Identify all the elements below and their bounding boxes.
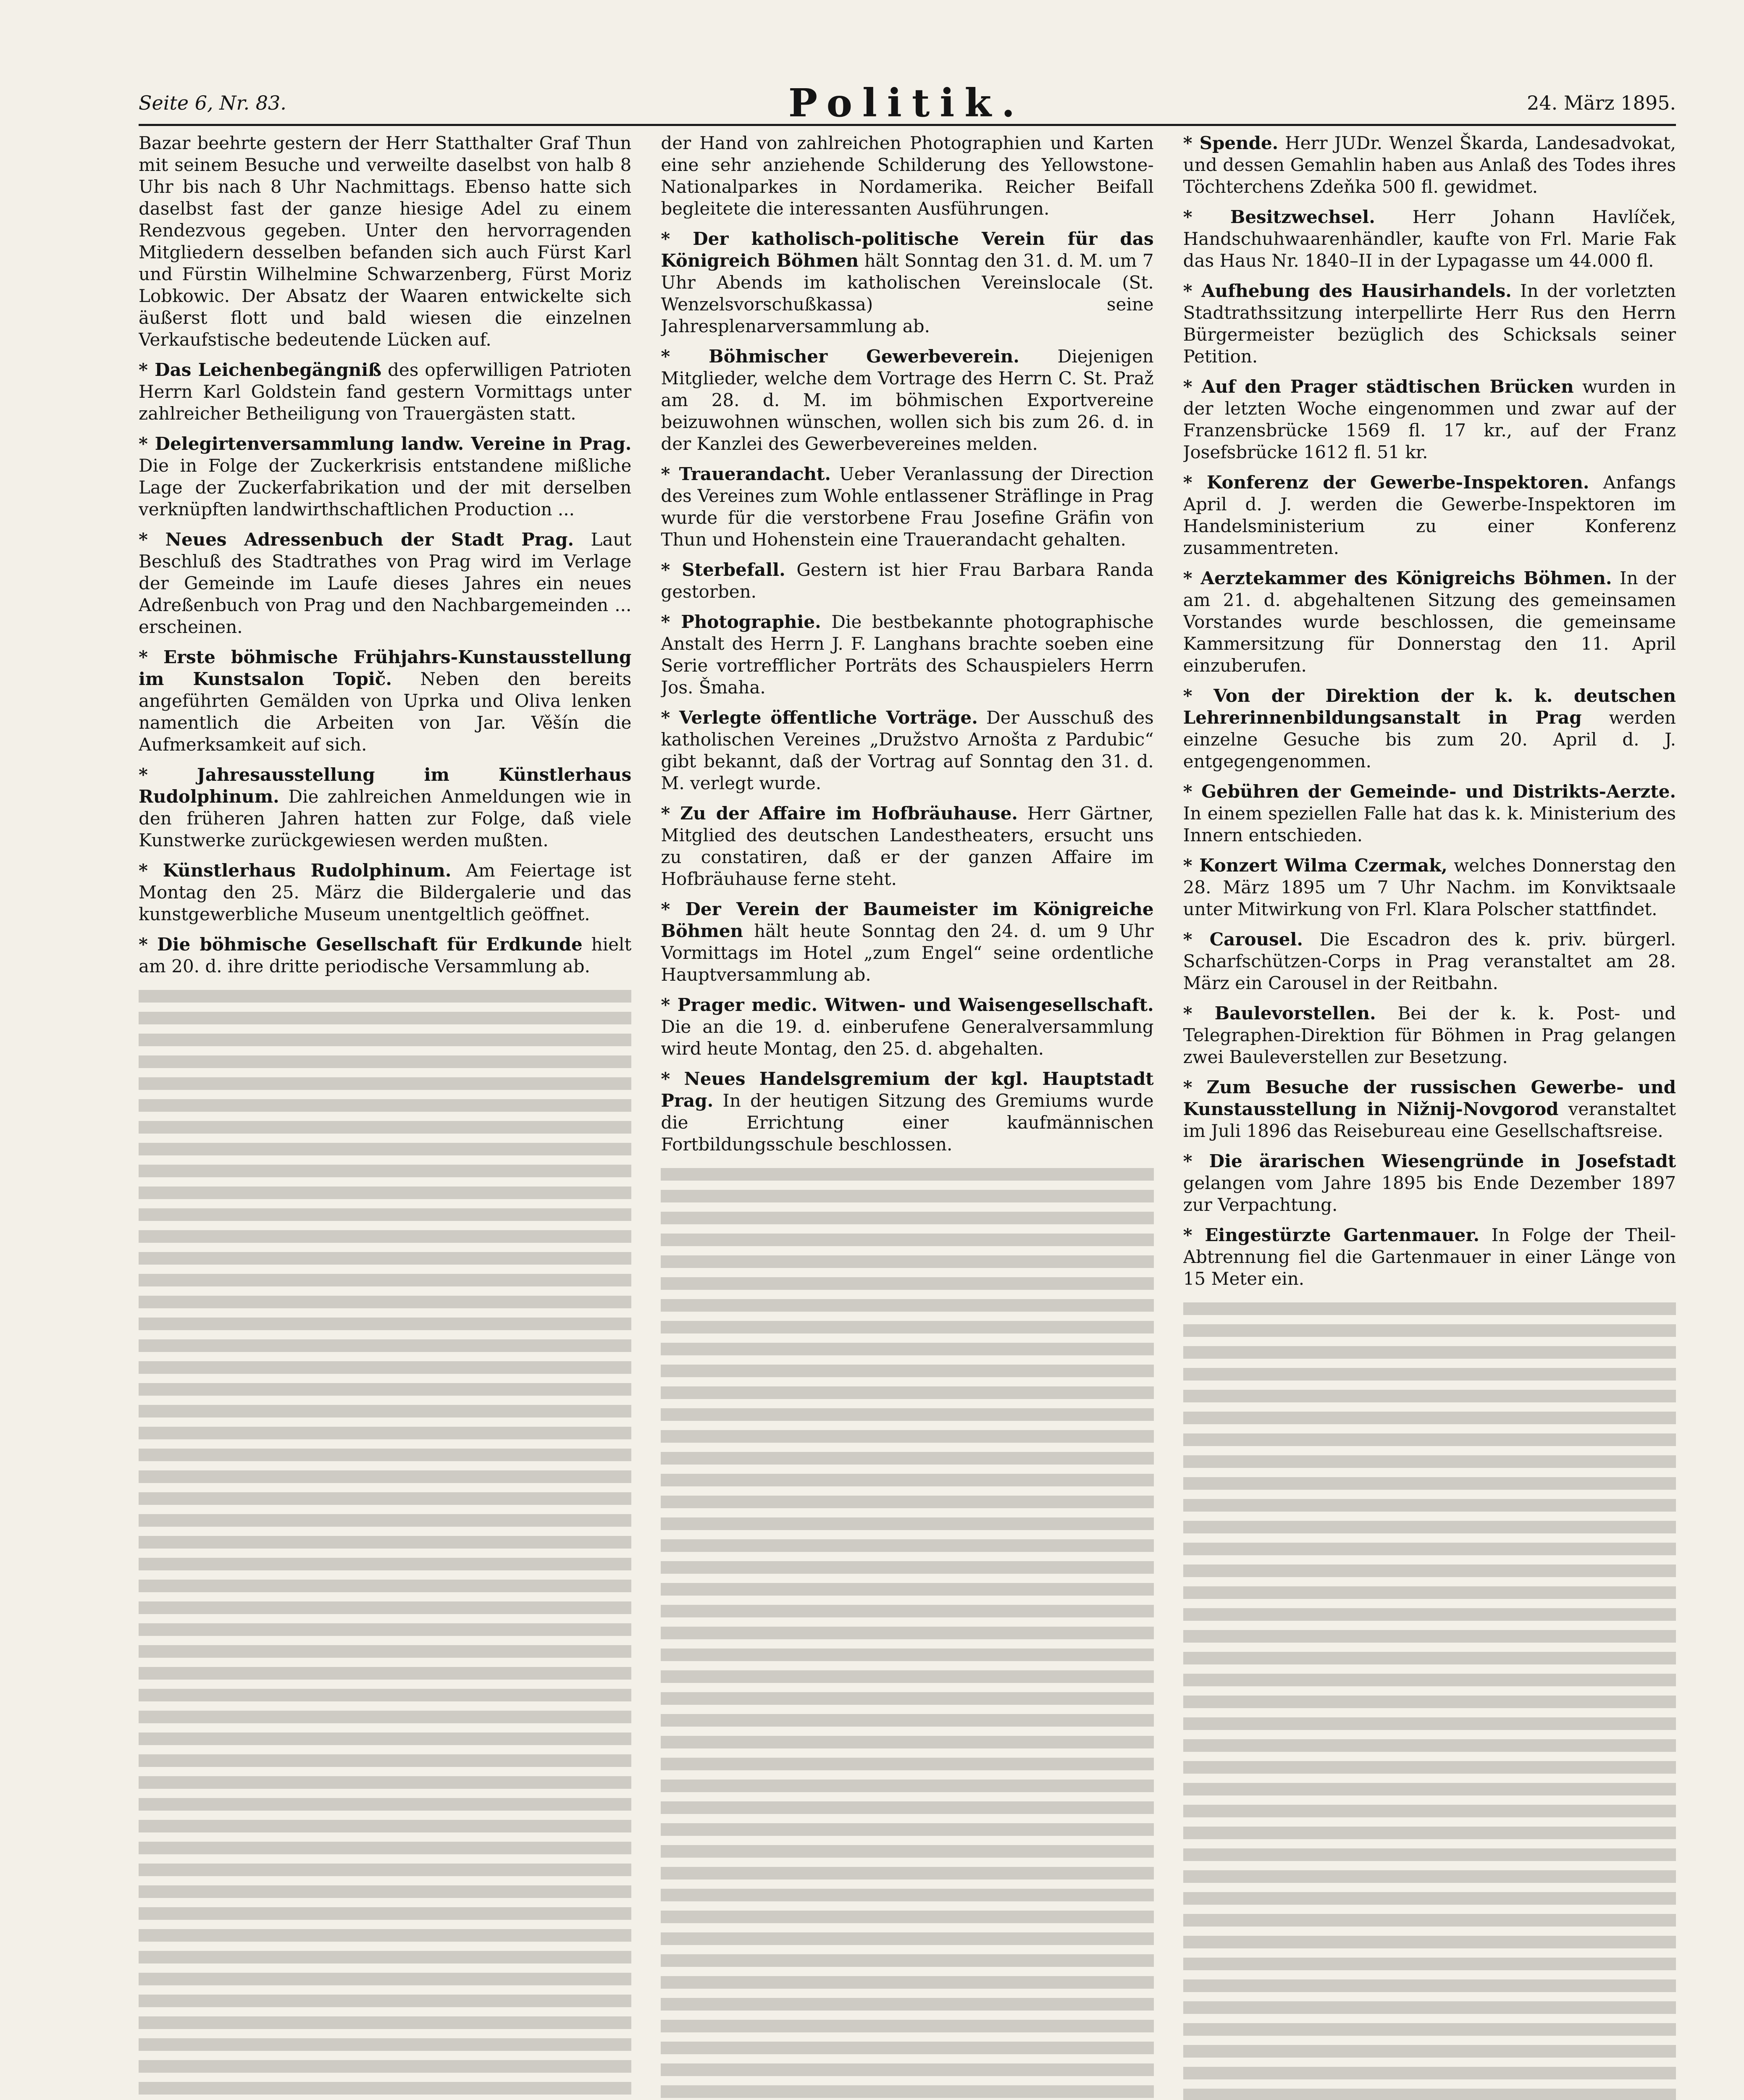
- article-body: des opferwilligen Patrioten Herrn Karl Goldstein fand gestern Vormittags unter zahlreicher Betheiligung von Trauergästen statt.: [139, 360, 632, 424]
- news-article: [1183, 781, 1676, 846]
- news-article: [1183, 685, 1676, 772]
- article-heading: * Auf den Prager städtischen Brücken: [1183, 376, 1574, 397]
- news-article: [1183, 1150, 1676, 1216]
- article-body: Die an die 19. d. einberufene Generalversammlung wird heute Montag, den 25. d. abgehalten.: [661, 1016, 1154, 1059]
- article-heading: * Neues Handelsgremium der kgl. Hauptstadt Prag.: [661, 1068, 1154, 1111]
- article-body: hielt am 20. d. ihre dritte periodische Versammlung ab.: [139, 934, 632, 976]
- article-heading: * Die ärarischen Wiesengründe in Josefstadt: [1183, 1151, 1676, 1171]
- news-article: [1183, 1076, 1676, 1142]
- page-header: [139, 82, 1676, 126]
- article-body: Anfangs April d. J. werden die Gewerbe-Inspektoren im Handelsministerium zu einer Konferenz zusammentreten.: [1183, 472, 1676, 558]
- news-article: [139, 359, 631, 425]
- article-body: veranstaltet im Juli 1896 das Reisebureau eine Gesellschaftsreise.: [1183, 1099, 1676, 1141]
- article-heading: * Konzert Wilma Czermak,: [1183, 855, 1447, 876]
- news-article: [139, 764, 631, 851]
- news-article: [139, 433, 631, 520]
- news-article: [1183, 855, 1676, 920]
- article-heading: * Zum Besuche der russischen Gewerbe- und Kunstausstellung in Nižnij-Novgorod: [1183, 1077, 1676, 1119]
- section-title: Politik.: [788, 80, 1025, 126]
- article-body: werden einzelne Gesuche bis zum 20. April d. J. entgegengenommen.: [1183, 707, 1676, 772]
- article-body: In der vorletzten Stadtrathssitzung interpellirte Herr Rus den Herrn Bürgermeister bezüglich des Schicksals seiner Petition.: [1183, 281, 1676, 367]
- column-2: [661, 132, 1153, 2100]
- page-number-label: Seite 6, Nr. 83.: [139, 92, 286, 114]
- article-body: hält Sonntag den 31. d. M. um 7 Uhr Abends im katholischen Vereinslocale (St. Wenzelsvorschußkassa) seine Jahresplenarversammlung ab.: [661, 250, 1154, 336]
- news-article: [1183, 1003, 1676, 1068]
- article-heading: * Der Verein der Baumeister im Königreiche Böhmen: [661, 899, 1154, 941]
- article-heading: * Photographie.: [661, 612, 821, 632]
- article-heading: * Trauerandacht.: [661, 464, 831, 484]
- article-heading: * Sterbefall.: [661, 559, 785, 580]
- article-heading: * Zu der Affaire im Hofbräuhause.: [661, 803, 1018, 824]
- article-body: Herr Johann Havlíček, Handschuhwaarenhändler, kaufte von Frl. Marie Fak das Haus Nr. 1840–II in der Lypagasse um 44.000 fl.: [1183, 207, 1676, 271]
- article-heading: * Die böhmische Gesellschaft für Erdkunde: [139, 934, 583, 955]
- article-body: wurden in der letzten Woche eingenommen und zwar auf der Franzensbrücke 1569 fl. 17 kr., auf der Franz Josefsbrücke 1612 fl. 51 kr.: [1183, 376, 1676, 462]
- news-article: [1183, 280, 1676, 368]
- article-body: Diejenigen Mitglieder, welche dem Vortrage des Herrn C. St. Praž am 28. d. M. im böhmischen Exportvereine beizuwohnen wünschen, wollen sich bis zum 26. d. in der Kanzlei des Gewerbevereines melden.: [661, 346, 1154, 454]
- news-article: [661, 707, 1153, 794]
- article-heading: * Böhmischer Gewerbeverein.: [661, 346, 1019, 367]
- article-heading: * Baulevorstellen.: [1183, 1003, 1376, 1024]
- news-article: [139, 934, 631, 977]
- news-article: [139, 860, 631, 925]
- news-article: [661, 132, 1153, 220]
- article-body: hält heute Sonntag den 24. d. um 9 Uhr Vormittags im Hotel „zum Engel“ seine ordentliche Hauptversammlung ab.: [661, 921, 1154, 985]
- article-body: Ueber Veranlassung der Direction des Vereines zum Wohle entlassener Sträflinge in Prag wurde für die verstorbene Frau Josefine Gräfin von Thun und Hohenstein eine Trauerandacht gehalten.: [661, 464, 1154, 550]
- news-article: [1183, 132, 1676, 198]
- article-body: In der am 21. d. abgehaltenen Sitzung des gemeinsamen Vorstandes wurde beschlossen, die gemeinsame Kammersitzung für Donnerstag den 11. April einzuberufen.: [1183, 568, 1676, 676]
- article-heading: * Aerztekammer des Königreichs Böhmen.: [1183, 568, 1612, 588]
- news-article: [661, 611, 1153, 698]
- news-article: [661, 994, 1153, 1060]
- article-heading: * Der katholisch-politische Verein für das Königreich Böhmen: [661, 228, 1154, 271]
- article-heading: * Besitzwechsel.: [1183, 207, 1375, 227]
- article-heading: * Prager medic. Witwen- und Waisengesellschaft.: [661, 995, 1154, 1015]
- news-article: [661, 803, 1153, 890]
- column-text-continuation: [661, 1164, 1153, 2100]
- news-article: [1183, 567, 1676, 677]
- article-heading: * Spende.: [1183, 133, 1279, 153]
- issue-date: 24. März 1895.: [1527, 92, 1676, 114]
- article-body: Bazar beehrte gestern der Herr Statthalter Graf Thun mit seinem Besuche und verweilte daselbst von halb 8 Uhr bis nach 8 Uhr Nachmittags. Ebenso hatte sich daselbst fast der ganze hiesige Adel zu einem Rendezvous gegeben. Unter den hervorragenden Mitgliedern desselben befanden sich auch Fürst Karl und Fürstin Wilhelmine Schwarzenberg, Fürst Moriz Lobkowic. Der Absatz der Waaren entwickelte sich äußerst flott und bald wiesen die einzelnen Verkaufstische bedeutende Lücken auf.: [139, 133, 632, 350]
- article-body: Laut Beschluß des Stadtrathes von Prag wird im Verlage der Gemeinde im Laufe dieses Jahres ein neues Adreßenbuch von Prag und den Nachbargemeinden ... erscheinen.: [139, 529, 632, 637]
- article-heading: * Künstlerhaus Rudolphinum.: [139, 860, 452, 881]
- news-article: [1183, 1224, 1676, 1290]
- news-article: [661, 559, 1153, 603]
- article-body: gelangen vom Jahre 1895 bis Ende Dezember 1897 zur Verpachtung.: [1183, 1173, 1676, 1215]
- article-heading: * Verlegte öffentliche Vorträge.: [661, 707, 978, 728]
- article-heading: * Delegirtenversammlung landw. Vereine in Prag.: [139, 433, 632, 454]
- news-article: [661, 228, 1153, 337]
- article-body: Die bestbekannte photographische Anstalt des Herrn J. F. Langhans brachte soeben eine Serie vortrefflicher Porträts des Schauspielers Herrn Jos. Šmaha.: [661, 612, 1154, 698]
- article-body: welches Donnerstag den 28. März 1895 um 7 Uhr Nachm. im Konviktsaale unter Mitwirkung von Frl. Klara Polscher stattfindet.: [1183, 855, 1676, 919]
- news-article: [1183, 472, 1676, 559]
- news-article: [1183, 206, 1676, 272]
- article-heading: * Jahresausstellung im Künstlerhaus Rudolphinum.: [139, 764, 632, 807]
- article-body: Bei der k. k. Post- und Telegraphen-Direktion für Böhmen in Prag gelangen zwei Bauleverstellen zur Besetzung.: [1183, 1003, 1676, 1067]
- column-text-continuation: [139, 986, 631, 2100]
- article-body: Neben den bereits angeführten Gemälden von Uprka und Oliva lenken namentlich die Arbeiten von Jar. Věšín die Aufmerksamkeit auf sich.: [139, 669, 632, 755]
- article-body: der Hand von zahlreichen Photographien und Karten eine sehr anziehende Schilderung des Yellowstone-Nationalparkes in Nordamerika. Reicher Beifall begleitete die interessanten Ausführungen.: [661, 133, 1154, 219]
- article-heading: * Erste böhmische Frühjahrs-Kunstausstellung im Kunstsalon Topič.: [139, 647, 632, 689]
- article-heading: * Carousel.: [1183, 929, 1303, 950]
- article-heading: * Neues Adressenbuch der Stadt Prag.: [139, 529, 574, 550]
- column-3: [1183, 132, 1676, 2100]
- article-heading: * Das Leichenbegängniß: [139, 360, 382, 380]
- article-body: Die in Folge der Zuckerkrisis entstandene mißliche Lage der Zuckerfabrikation und der mit derselben verknüpften landwirthschaftlichen Production ...: [139, 455, 632, 520]
- column-1: [139, 132, 631, 2100]
- article-body: Am Feiertage ist Montag den 25. März die Bildergalerie und das kunstgewerbliche Museum unentgeltlich geöffnet.: [139, 860, 632, 924]
- article-heading: * Von der Direktion der k. k. deutschen Lehrerinnenbildungsanstalt in Prag: [1183, 685, 1676, 728]
- news-article: [139, 529, 631, 638]
- text-columns: [139, 132, 1676, 2100]
- news-article: [1183, 929, 1676, 994]
- news-article: [661, 1068, 1153, 1155]
- article-body: In einem speziellen Falle hat das k. k. Ministerium des Innern entschieden.: [1183, 803, 1676, 845]
- news-article: [661, 346, 1153, 455]
- news-article: [1183, 376, 1676, 463]
- article-body: Der Ausschuß des katholischen Vereines „Družstvo Arnošta z Pardubic“ gibt bekannt, daß der Vortrag auf Sonntag den 31. d. M. verlegt wurde.: [661, 707, 1154, 793]
- article-heading: * Gebühren der Gemeinde- und Distrikts-Aerzte.: [1183, 781, 1676, 802]
- article-body: In der heutigen Sitzung des Gremiums wurde die Errichtung einer kaufmännischen Fortbildungsschule beschlossen.: [661, 1090, 1154, 1155]
- article-body: Gestern ist hier Frau Barbara Randa gestorben.: [661, 559, 1154, 602]
- article-body: Die Escadron des k. priv. bürgerl. Scharfschützen-Corps in Prag veranstaltet am 28. März ein Carousel in der Reitbahn.: [1183, 929, 1676, 993]
- news-article: [139, 132, 631, 351]
- article-body: Herr JUDr. Wenzel Škarda, Landesadvokat, und dessen Gemahlin haben aus Anlaß des Todes ihres Töchterchens Zdeňka 500 fl. gewidmet.: [1183, 133, 1676, 197]
- article-body: Die zahlreichen Anmeldungen wie in den früheren Jahren hatten zur Folge, daß viele Kunstwerke zurückgewiesen werden mußten.: [139, 786, 632, 850]
- article-heading: * Eingestürzte Gartenmauer.: [1183, 1225, 1480, 1245]
- article-heading: * Konferenz der Gewerbe-Inspektoren.: [1183, 472, 1589, 493]
- news-article: [661, 898, 1153, 986]
- article-heading: * Aufhebung des Hausirhandels.: [1183, 281, 1512, 301]
- column-text-continuation: [1183, 1298, 1676, 2100]
- article-body: Herr Gärtner, Mitglied des deutschen Landestheaters, ersucht uns zu constatiren, daß er der ganzen Affaire im Hofbräuhause ferne steht.: [661, 803, 1154, 889]
- news-article: [661, 463, 1153, 551]
- article-body: In Folge der Theil-Abtrennung fiel die Gartenmauer in einer Länge von 15 Meter ein.: [1183, 1225, 1676, 1289]
- news-article: [139, 646, 631, 756]
